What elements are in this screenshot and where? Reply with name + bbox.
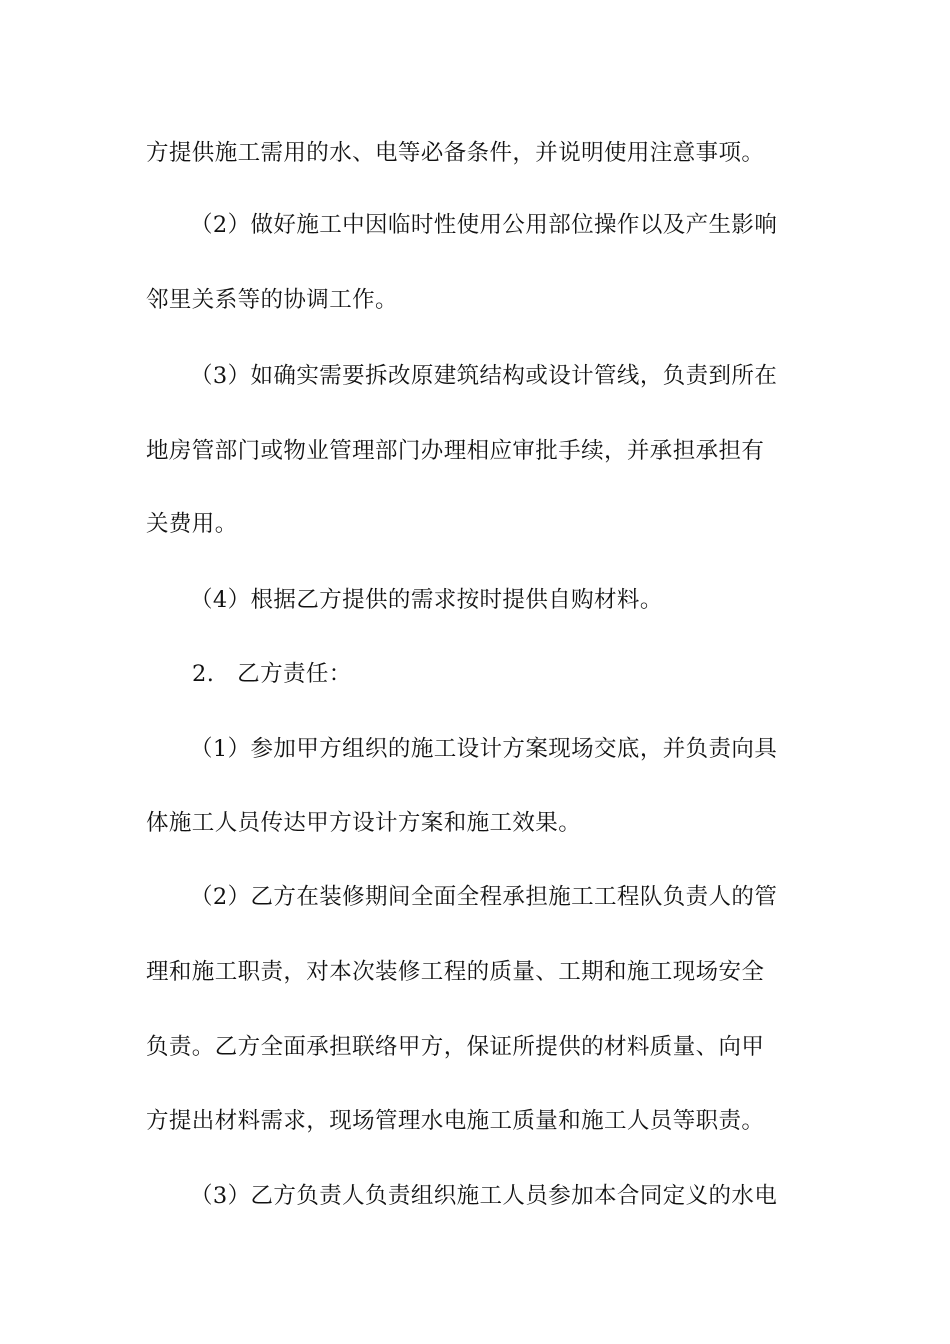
text-line-14: 方提出材料需求，现场管理水电施工质量和施工人员等职责。 (146, 1108, 765, 1134)
text-line-4: （3）如确实需要拆改原建筑结构或设计管线，负责到所在 (190, 363, 778, 389)
text-line-10: 体施工人员传达甲方设计方案和施工效果。 (146, 810, 582, 836)
text-line-13: 负责。乙方全面承担联络甲方，保证所提供的材料质量、向甲 (146, 1034, 765, 1060)
text-line-6: 关费用。 (146, 511, 238, 537)
text-line-15: （3）乙方负责人负责组织施工人员参加本合同定义的水电 (190, 1183, 778, 1209)
text-line-7: （4）根据乙方提供的需求按时提供自购材料。 (190, 587, 663, 613)
text-line-5: 地房管部门或物业管理部门办理相应审批手续，并承担承担有 (146, 438, 765, 464)
text-line-12: 理和施工职责，对本次装修工程的质量、工期和施工现场安全 (146, 959, 765, 985)
text-line-8: 2. 乙方责任： (192, 661, 352, 687)
text-line-3: 邻里关系等的协调工作。 (146, 287, 398, 313)
text-line-2: （2）做好施工中因临时性使用公用部位操作以及产生影响 (190, 212, 778, 238)
text-line-11: （2）乙方在装修期间全面全程承担施工工程队负责人的管 (190, 884, 778, 910)
text-line-1: 方提供施工需用的水、电等必备条件，并说明使用注意事项。 (146, 140, 765, 166)
text-line-9: （1）参加甲方组织的施工设计方案现场交底，并负责向具 (190, 736, 778, 762)
